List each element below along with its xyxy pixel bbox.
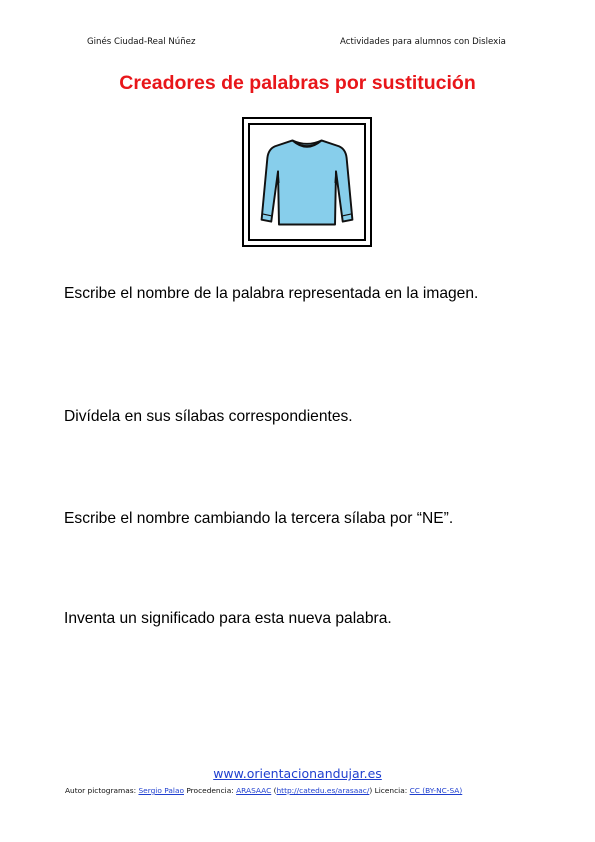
long-sleeve-shirt-icon <box>250 125 364 239</box>
license-link[interactable]: CC (BY-NC-SA) <box>409 786 463 795</box>
source-url-link[interactable]: http://catedu.es/arasaac/ <box>276 786 370 795</box>
website-link[interactable]: www.orientacionandujar.es <box>213 766 382 781</box>
close-paren: ) <box>369 786 373 795</box>
task-3: Escribe el nombre cambiando la tercera sílaba por “NE”. <box>64 510 454 527</box>
pictogram-frame <box>242 117 372 247</box>
author-link[interactable]: Sergio Palao <box>138 786 184 795</box>
page-title: Creadores de palabras por sustitución <box>119 72 476 94</box>
header-author: Ginés Ciudad-Real Núñez <box>87 37 196 47</box>
source-label: Procedencia: <box>186 786 234 795</box>
license-label: Licencia: <box>374 786 408 795</box>
task-1: Escribe el nombre de la palabra representada en la imagen. <box>64 285 479 302</box>
task-4: Inventa un significado para esta nueva palabra. <box>64 610 392 627</box>
author-label: Autor pictogramas: <box>65 786 137 795</box>
pictogram-inner-frame <box>248 123 366 241</box>
credits-line <box>65 786 462 795</box>
task-2: Divídela en sus sílabas correspondientes. <box>64 408 353 425</box>
source-link[interactable]: ARASAAC <box>236 786 272 795</box>
open-paren: ( <box>273 786 277 795</box>
header-subject: Actividades para alumnos con Dislexia <box>340 37 506 47</box>
